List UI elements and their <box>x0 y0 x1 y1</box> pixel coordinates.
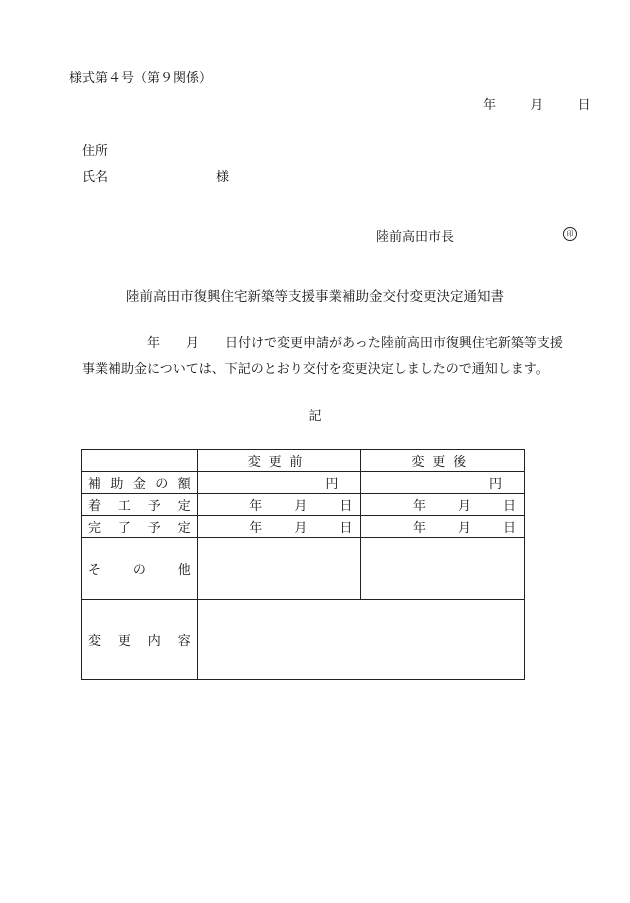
other-label: その他 <box>82 538 198 600</box>
body-line-2: 事業補助金については、下記のとおり交付を変更決定しましたので通知します。 <box>82 362 549 377</box>
sender-title: 陸前高田市長 <box>376 230 455 245</box>
table-row <box>82 600 525 680</box>
issue-date <box>483 94 591 113</box>
change-table <box>81 449 525 680</box>
start-before-month: 月 <box>294 499 308 514</box>
name-label: 氏名 <box>82 170 109 185</box>
change-label: 変更内容 <box>82 600 198 680</box>
start-before-year: 年 <box>249 499 263 514</box>
amount-before: 円 <box>197 472 361 494</box>
ki-heading: 記 <box>308 409 322 424</box>
start-after-year: 年 <box>412 499 426 514</box>
table-row <box>82 494 525 516</box>
header-after: 変更後 <box>361 450 525 472</box>
change-content <box>197 600 524 680</box>
header-blank-cell <box>82 450 198 472</box>
date-year: 年 <box>483 98 497 113</box>
start-after-day: 日 <box>502 499 516 514</box>
start-after-month: 月 <box>457 499 471 514</box>
complete-after-year: 年 <box>412 521 426 536</box>
start-after <box>361 494 525 516</box>
seal-mark: 印 <box>563 227 577 241</box>
table-header-row <box>82 450 525 472</box>
start-before-day: 日 <box>339 499 353 514</box>
amount-label: 補助金の額 <box>82 472 198 494</box>
address-label: 住所 <box>82 144 109 159</box>
complete-after-day: 日 <box>502 521 516 536</box>
complete-before-year: 年 <box>249 521 263 536</box>
table-row <box>82 472 525 494</box>
date-day: 日 <box>577 98 591 113</box>
complete-before-month: 月 <box>294 521 308 536</box>
other-before <box>197 538 361 600</box>
complete-before <box>197 516 361 538</box>
start-before <box>197 494 361 516</box>
other-after <box>361 538 525 600</box>
body-line-1: 年 月 日付けで変更申請があった陸前高田市復興住宅新築等支援 <box>147 336 563 351</box>
header-before: 変更前 <box>197 450 361 472</box>
document-title: 陸前高田市復興住宅新築等支援事業補助金交付変更決定通知書 <box>126 289 504 305</box>
table-row <box>82 516 525 538</box>
start-label: 着工予定 <box>82 494 198 516</box>
date-month: 月 <box>530 98 544 113</box>
complete-before-day: 日 <box>339 521 353 536</box>
honorific: 様 <box>216 170 230 185</box>
complete-after-month: 月 <box>457 521 471 536</box>
table-row <box>82 538 525 600</box>
complete-after <box>361 516 525 538</box>
form-number: 様式第４号（第９関係） <box>69 71 213 86</box>
amount-after: 円 <box>361 472 525 494</box>
complete-label: 完了予定 <box>82 516 198 538</box>
